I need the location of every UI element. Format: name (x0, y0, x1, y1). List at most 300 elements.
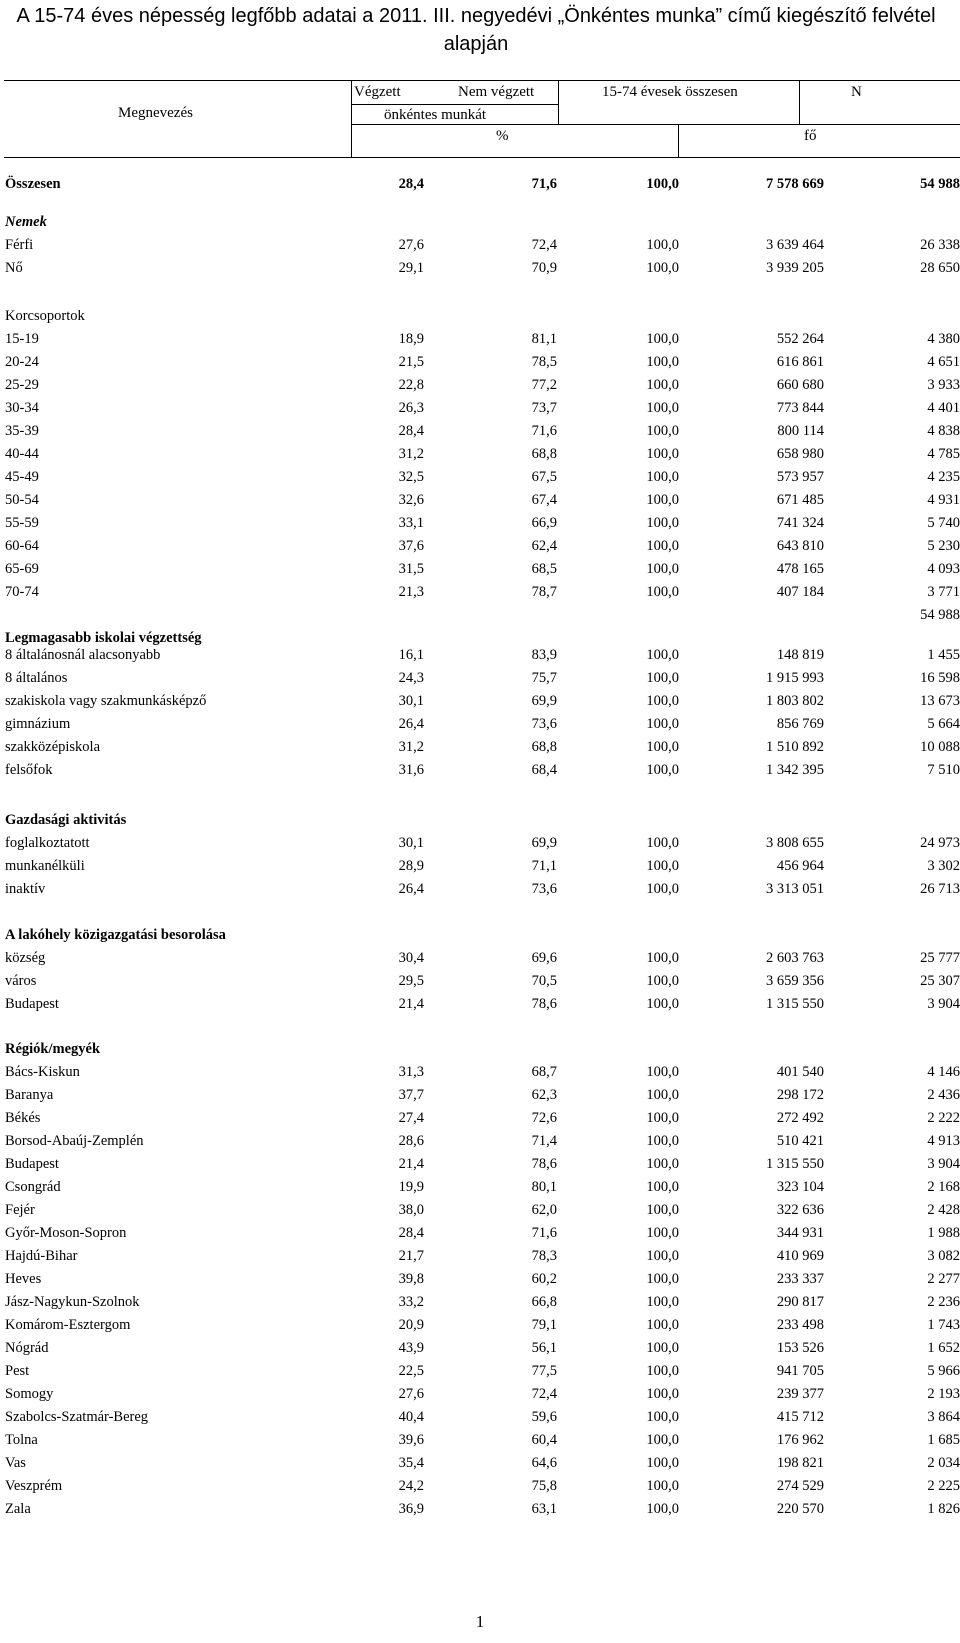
cell-2: 77,2 (531, 377, 557, 393)
cell-2: 59,6 (531, 1409, 557, 1425)
col-header-onkentes-munkat: önkéntes munkát (384, 107, 487, 123)
cell-2: 73,6 (531, 716, 557, 732)
cell-1: 26,4 (398, 716, 424, 732)
row-label: Jász-Nagykun-Szolnok (5, 1294, 140, 1310)
row-label: Fejér (5, 1202, 35, 1218)
table-row (0, 1475, 960, 1498)
cell-4: 290 817 (776, 1294, 824, 1310)
table-row (0, 173, 960, 196)
cell-1: 21,5 (398, 354, 424, 370)
cell-3: 100,0 (646, 1179, 679, 1195)
row-label: 45-49 (5, 469, 39, 485)
unit-fo: fő (804, 128, 817, 144)
cell-1: 40,4 (398, 1409, 424, 1425)
col-header-osszesen: 15-74 évesek összesen (602, 84, 738, 100)
table-row (0, 878, 960, 901)
cell-5: 28 650 (920, 260, 960, 276)
table-row (0, 489, 960, 512)
cell-1: 24,3 (398, 670, 424, 686)
cell-5: 54 988 (920, 607, 960, 623)
cell-4: 410 969 (776, 1248, 824, 1264)
cell-2: 75,8 (531, 1478, 557, 1494)
cell-3: 100,0 (646, 950, 679, 966)
row-label: Legmagasabb iskolai végzettség (5, 630, 202, 646)
table-row (0, 1176, 960, 1199)
cell-3: 100,0 (646, 446, 679, 462)
row-label: Nógrád (5, 1340, 49, 1356)
table-row (0, 1291, 960, 1314)
cell-3: 100,0 (646, 237, 679, 253)
cell-5: 4 651 (927, 354, 960, 370)
cell-5: 3 933 (927, 377, 960, 393)
cell-3: 100,0 (646, 996, 679, 1012)
cell-5: 5 740 (927, 515, 960, 531)
cell-5: 5 966 (927, 1363, 960, 1379)
cell-2: 68,8 (531, 739, 557, 755)
cell-3: 100,0 (646, 670, 679, 686)
cell-2: 71,1 (531, 858, 557, 874)
row-label: Somogy (5, 1386, 54, 1402)
table-row (0, 558, 960, 581)
cell-3: 100,0 (646, 1248, 679, 1264)
cell-3: 100,0 (646, 260, 679, 276)
cell-2: 70,5 (531, 973, 557, 989)
table-row (0, 1084, 960, 1107)
cell-4: 233 337 (776, 1271, 824, 1287)
cell-3: 100,0 (646, 423, 679, 439)
cell-1: 21,7 (398, 1248, 424, 1264)
cell-2: 60,4 (531, 1432, 557, 1448)
row-label: inaktív (5, 881, 46, 897)
page-number: 1 (475, 1612, 485, 1631)
table-row (0, 993, 960, 1016)
row-label: 20-24 (5, 354, 39, 370)
cell-4: 510 421 (776, 1133, 824, 1149)
cell-1: 31,5 (398, 561, 424, 577)
cell-5: 7 510 (927, 762, 960, 778)
cell-4: 800 114 (777, 423, 824, 439)
cell-5: 1 455 (927, 647, 960, 663)
cell-2: 62,4 (531, 538, 557, 554)
row-label: Komárom-Esztergom (5, 1317, 131, 1333)
cell-1: 22,5 (398, 1363, 424, 1379)
cell-1: 18,9 (398, 331, 424, 347)
cell-4: 773 844 (776, 400, 824, 416)
table-row (0, 1268, 960, 1291)
table-row (0, 809, 960, 832)
table-row (0, 234, 960, 257)
cell-4: 3 939 205 (766, 260, 824, 276)
cell-4: 1 915 993 (766, 670, 824, 686)
cell-4: 478 165 (776, 561, 824, 577)
cell-5: 3 771 (927, 584, 960, 600)
cell-5: 26 338 (920, 237, 960, 253)
cell-3: 100,0 (646, 835, 679, 851)
row-label: gimnázium (5, 716, 71, 732)
table-row (0, 1038, 960, 1061)
cell-4: 401 540 (776, 1064, 824, 1080)
cell-5: 2 277 (927, 1271, 960, 1287)
table-row (0, 924, 960, 947)
cell-1: 43,9 (398, 1340, 424, 1356)
unit-percent: % (496, 128, 509, 144)
row-label: Zala (5, 1501, 31, 1517)
cell-4: 344 931 (776, 1225, 824, 1241)
cell-5: 1 685 (927, 1432, 960, 1448)
cell-5: 16 598 (920, 670, 960, 686)
table-row (0, 1429, 960, 1452)
cell-1: 35,4 (398, 1455, 424, 1471)
table-row (0, 257, 960, 280)
cell-3: 100,0 (646, 515, 679, 531)
cell-2: 78,7 (531, 584, 557, 600)
cell-3: 100,0 (646, 1225, 679, 1241)
row-label: felsőfok (5, 762, 53, 778)
cell-5: 54 988 (920, 176, 960, 192)
cell-3: 100,0 (646, 647, 679, 663)
cell-1: 28,6 (398, 1133, 424, 1149)
cell-1: 39,8 (398, 1271, 424, 1287)
cell-2: 81,1 (531, 331, 557, 347)
row-label: szakközépiskola (5, 739, 101, 755)
cell-3: 100,0 (646, 1363, 679, 1379)
cell-3: 100,0 (646, 716, 679, 732)
cell-5: 2 236 (927, 1294, 960, 1310)
cell-5: 3 864 (927, 1409, 960, 1425)
cell-1: 39,6 (398, 1432, 424, 1448)
cell-4: 552 264 (776, 331, 824, 347)
cell-2: 62,3 (531, 1087, 557, 1103)
row-label: Pest (5, 1363, 30, 1379)
cell-5: 2 034 (927, 1455, 960, 1471)
cell-4: 3 659 356 (766, 973, 824, 989)
cell-5: 5 230 (927, 538, 960, 554)
cell-1: 21,4 (398, 996, 424, 1012)
cell-3: 100,0 (646, 1317, 679, 1333)
row-label: 8 általános (5, 670, 68, 686)
row-label: 35-39 (5, 423, 39, 439)
cell-1: 27,6 (398, 1386, 424, 1402)
cell-2: 78,6 (531, 1156, 557, 1172)
cell-5: 3 904 (927, 1156, 960, 1172)
table-row (0, 1383, 960, 1406)
cell-5: 25 777 (920, 950, 960, 966)
row-label: Gazdasági aktivitás (5, 812, 127, 828)
cell-4: 3 313 051 (766, 881, 824, 897)
cell-4: 220 570 (776, 1501, 824, 1517)
cell-4: 407 184 (776, 584, 824, 600)
table-row (0, 1245, 960, 1268)
cell-5: 2 222 (927, 1110, 960, 1126)
cell-5: 4 093 (927, 561, 960, 577)
cell-4: 148 819 (776, 647, 824, 663)
cell-1: 37,6 (398, 538, 424, 554)
cell-5: 2 193 (927, 1386, 960, 1402)
cell-5: 4 401 (927, 400, 960, 416)
row-label: Győr-Moson-Sopron (5, 1225, 127, 1241)
cell-1: 38,0 (398, 1202, 424, 1218)
cell-2: 60,2 (531, 1271, 557, 1287)
cell-3: 100,0 (646, 1294, 679, 1310)
cell-5: 10 088 (920, 739, 960, 755)
cell-2: 78,3 (531, 1248, 557, 1264)
row-label: 70-74 (5, 584, 39, 600)
table-row (0, 1061, 960, 1084)
cell-2: 71,6 (531, 1225, 557, 1241)
cell-4: 198 821 (776, 1455, 824, 1471)
cell-2: 66,8 (531, 1294, 557, 1310)
col-header-nem-vegzett: Nem végzett (458, 84, 535, 100)
cell-1: 28,4 (398, 176, 424, 192)
table-row (0, 1314, 960, 1337)
row-label: foglalkoztatott (5, 835, 90, 851)
cell-3: 100,0 (646, 1156, 679, 1172)
cell-1: 28,9 (398, 858, 424, 874)
cell-2: 68,4 (531, 762, 557, 778)
cell-1: 27,6 (398, 237, 424, 253)
cell-4: 660 680 (776, 377, 824, 393)
row-label: Bács-Kiskun (5, 1064, 80, 1080)
table-row (0, 832, 960, 855)
cell-1: 30,1 (398, 693, 424, 709)
cell-2: 73,7 (531, 400, 557, 416)
table-row (0, 604, 960, 627)
cell-1: 30,1 (398, 835, 424, 851)
table-row (0, 420, 960, 443)
cell-4: 323 104 (776, 1179, 824, 1195)
row-label: Heves (5, 1271, 42, 1287)
row-label: Szabolcs-Szatmár-Bereg (5, 1409, 149, 1425)
cell-1: 31,6 (398, 762, 424, 778)
cell-3: 100,0 (646, 1432, 679, 1448)
table-row (0, 1406, 960, 1429)
cell-1: 28,4 (398, 423, 424, 439)
table-row (0, 1498, 960, 1521)
cell-3: 100,0 (646, 858, 679, 874)
table-row (0, 1360, 960, 1383)
cell-3: 100,0 (646, 881, 679, 897)
cell-5: 2 436 (927, 1087, 960, 1103)
row-label: Békés (5, 1110, 41, 1126)
cell-3: 100,0 (646, 561, 679, 577)
row-label: Veszprém (5, 1478, 63, 1494)
cell-3: 100,0 (646, 1087, 679, 1103)
cell-2: 78,5 (531, 354, 557, 370)
row-label: Hajdú-Bihar (5, 1248, 78, 1264)
cell-3: 100,0 (646, 693, 679, 709)
table-row (0, 1452, 960, 1475)
cell-5: 1 652 (927, 1340, 960, 1356)
cell-1: 29,5 (398, 973, 424, 989)
table-row (0, 970, 960, 993)
cell-4: 272 492 (776, 1110, 824, 1126)
cell-2: 62,0 (531, 1202, 557, 1218)
cell-2: 77,5 (531, 1363, 557, 1379)
cell-2: 69,6 (531, 950, 557, 966)
cell-3: 100,0 (646, 1202, 679, 1218)
cell-1: 29,1 (398, 260, 424, 276)
cell-3: 100,0 (646, 400, 679, 416)
cell-5: 2 168 (927, 1179, 960, 1195)
cell-5: 4 913 (927, 1133, 960, 1149)
cell-2: 66,9 (531, 515, 557, 531)
cell-2: 73,6 (531, 881, 557, 897)
cell-3: 100,0 (646, 1271, 679, 1287)
cell-2: 72,4 (531, 237, 557, 253)
row-label: A lakóhely közigazgatási besorolása (5, 927, 226, 943)
cell-1: 21,4 (398, 1156, 424, 1172)
cell-4: 7 578 669 (766, 176, 824, 192)
table-row (0, 1107, 960, 1130)
row-label: Nő (5, 260, 23, 276)
table-row (0, 644, 960, 667)
row-label: 15-19 (5, 331, 39, 347)
row-label: Férfi (5, 237, 34, 253)
cell-2: 83,9 (531, 647, 557, 663)
row-label: 30-34 (5, 400, 39, 416)
row-label: Vas (5, 1455, 26, 1471)
cell-5: 5 664 (927, 716, 960, 732)
cell-1: 21,3 (398, 584, 424, 600)
cell-5: 4 838 (927, 423, 960, 439)
cell-2: 71,6 (531, 176, 557, 192)
row-label: Baranya (5, 1087, 54, 1103)
cell-3: 100,0 (646, 377, 679, 393)
cell-4: 3 808 655 (766, 835, 824, 851)
cell-3: 100,0 (646, 973, 679, 989)
cell-4: 856 769 (776, 716, 824, 732)
cell-2: 75,7 (531, 670, 557, 686)
cell-5: 2 225 (927, 1478, 960, 1494)
cell-5: 3 302 (927, 858, 960, 874)
cell-5: 3 082 (927, 1248, 960, 1264)
cell-1: 20,9 (398, 1317, 424, 1333)
table-row (0, 581, 960, 604)
table-row (0, 1337, 960, 1360)
col-header-n: N (851, 84, 862, 100)
cell-4: 1 315 550 (766, 1156, 824, 1172)
cell-3: 100,0 (646, 538, 679, 554)
cell-3: 100,0 (646, 1064, 679, 1080)
col-header-vegzett: Végzett (354, 84, 401, 100)
cell-4: 233 498 (776, 1317, 824, 1333)
cell-3: 100,0 (646, 762, 679, 778)
cell-4: 941 705 (776, 1363, 824, 1379)
cell-4: 3 639 464 (766, 237, 824, 253)
cell-5: 26 713 (920, 881, 960, 897)
row-label: Nemek (5, 214, 47, 230)
cell-3: 100,0 (646, 1340, 679, 1356)
cell-2: 72,6 (531, 1110, 557, 1126)
cell-3: 100,0 (646, 1133, 679, 1149)
cell-2: 69,9 (531, 835, 557, 851)
cell-2: 78,6 (531, 996, 557, 1012)
cell-2: 67,5 (531, 469, 557, 485)
table-row (0, 667, 960, 690)
cell-3: 100,0 (646, 354, 679, 370)
row-label: munkanélküli (5, 858, 85, 874)
cell-1: 22,8 (398, 377, 424, 393)
cell-2: 71,6 (531, 423, 557, 439)
row-label: 8 általánosnál alacsonyabb (5, 647, 161, 663)
cell-1: 31,2 (398, 739, 424, 755)
cell-4: 671 485 (776, 492, 824, 508)
cell-5: 4 235 (927, 469, 960, 485)
cell-3: 100,0 (646, 584, 679, 600)
row-label: 55-59 (5, 515, 39, 531)
cell-2: 67,4 (531, 492, 557, 508)
table-row (0, 305, 960, 328)
row-label: Tolna (5, 1432, 38, 1448)
cell-3: 100,0 (646, 1478, 679, 1494)
cell-5: 4 785 (927, 446, 960, 462)
cell-5: 1 743 (927, 1317, 960, 1333)
table-row (0, 736, 960, 759)
cell-4: 176 962 (776, 1432, 824, 1448)
table-row (0, 1199, 960, 1222)
table-row (0, 535, 960, 558)
cell-2: 71,4 (531, 1133, 557, 1149)
row-label: 60-64 (5, 538, 39, 554)
table-row (0, 1130, 960, 1153)
cell-4: 322 636 (776, 1202, 824, 1218)
cell-2: 64,6 (531, 1455, 557, 1471)
table-row (0, 947, 960, 970)
cell-2: 72,4 (531, 1386, 557, 1402)
cell-2: 68,8 (531, 446, 557, 462)
cell-4: 1 803 802 (766, 693, 824, 709)
cell-2: 80,1 (531, 1179, 557, 1195)
cell-5: 3 904 (927, 996, 960, 1012)
cell-4: 1 315 550 (766, 996, 824, 1012)
cell-1: 33,2 (398, 1294, 424, 1310)
cell-4: 741 324 (776, 515, 824, 531)
table-row (0, 374, 960, 397)
cell-4: 573 957 (776, 469, 824, 485)
cell-4: 658 980 (776, 446, 824, 462)
cell-4: 298 172 (776, 1087, 824, 1103)
cell-2: 68,7 (531, 1064, 557, 1080)
row-label: Régiók/megyék (5, 1041, 101, 1057)
cell-1: 26,4 (398, 881, 424, 897)
cell-4: 643 810 (776, 538, 824, 554)
cell-1: 30,4 (398, 950, 424, 966)
cell-2: 69,9 (531, 693, 557, 709)
cell-4: 1 342 395 (766, 762, 824, 778)
cell-2: 70,9 (531, 260, 557, 276)
cell-4: 2 603 763 (766, 950, 824, 966)
cell-3: 100,0 (646, 1501, 679, 1517)
cell-2: 63,1 (531, 1501, 557, 1517)
cell-5: 4 380 (927, 331, 960, 347)
cell-1: 26,3 (398, 400, 424, 416)
row-label: város (5, 973, 37, 989)
cell-5: 24 973 (920, 835, 960, 851)
table-row (0, 690, 960, 713)
cell-4: 616 861 (776, 354, 824, 370)
cell-3: 100,0 (646, 492, 679, 508)
cell-5: 1 988 (927, 1225, 960, 1241)
row-label: Budapest (5, 996, 59, 1012)
table-row (0, 351, 960, 374)
cell-1: 24,2 (398, 1478, 424, 1494)
row-label: 40-44 (5, 446, 39, 462)
cell-1: 27,4 (398, 1110, 424, 1126)
cell-4: 415 712 (776, 1409, 824, 1425)
cell-2: 79,1 (531, 1317, 557, 1333)
cell-1: 19,9 (398, 1179, 424, 1195)
table-row (0, 328, 960, 351)
